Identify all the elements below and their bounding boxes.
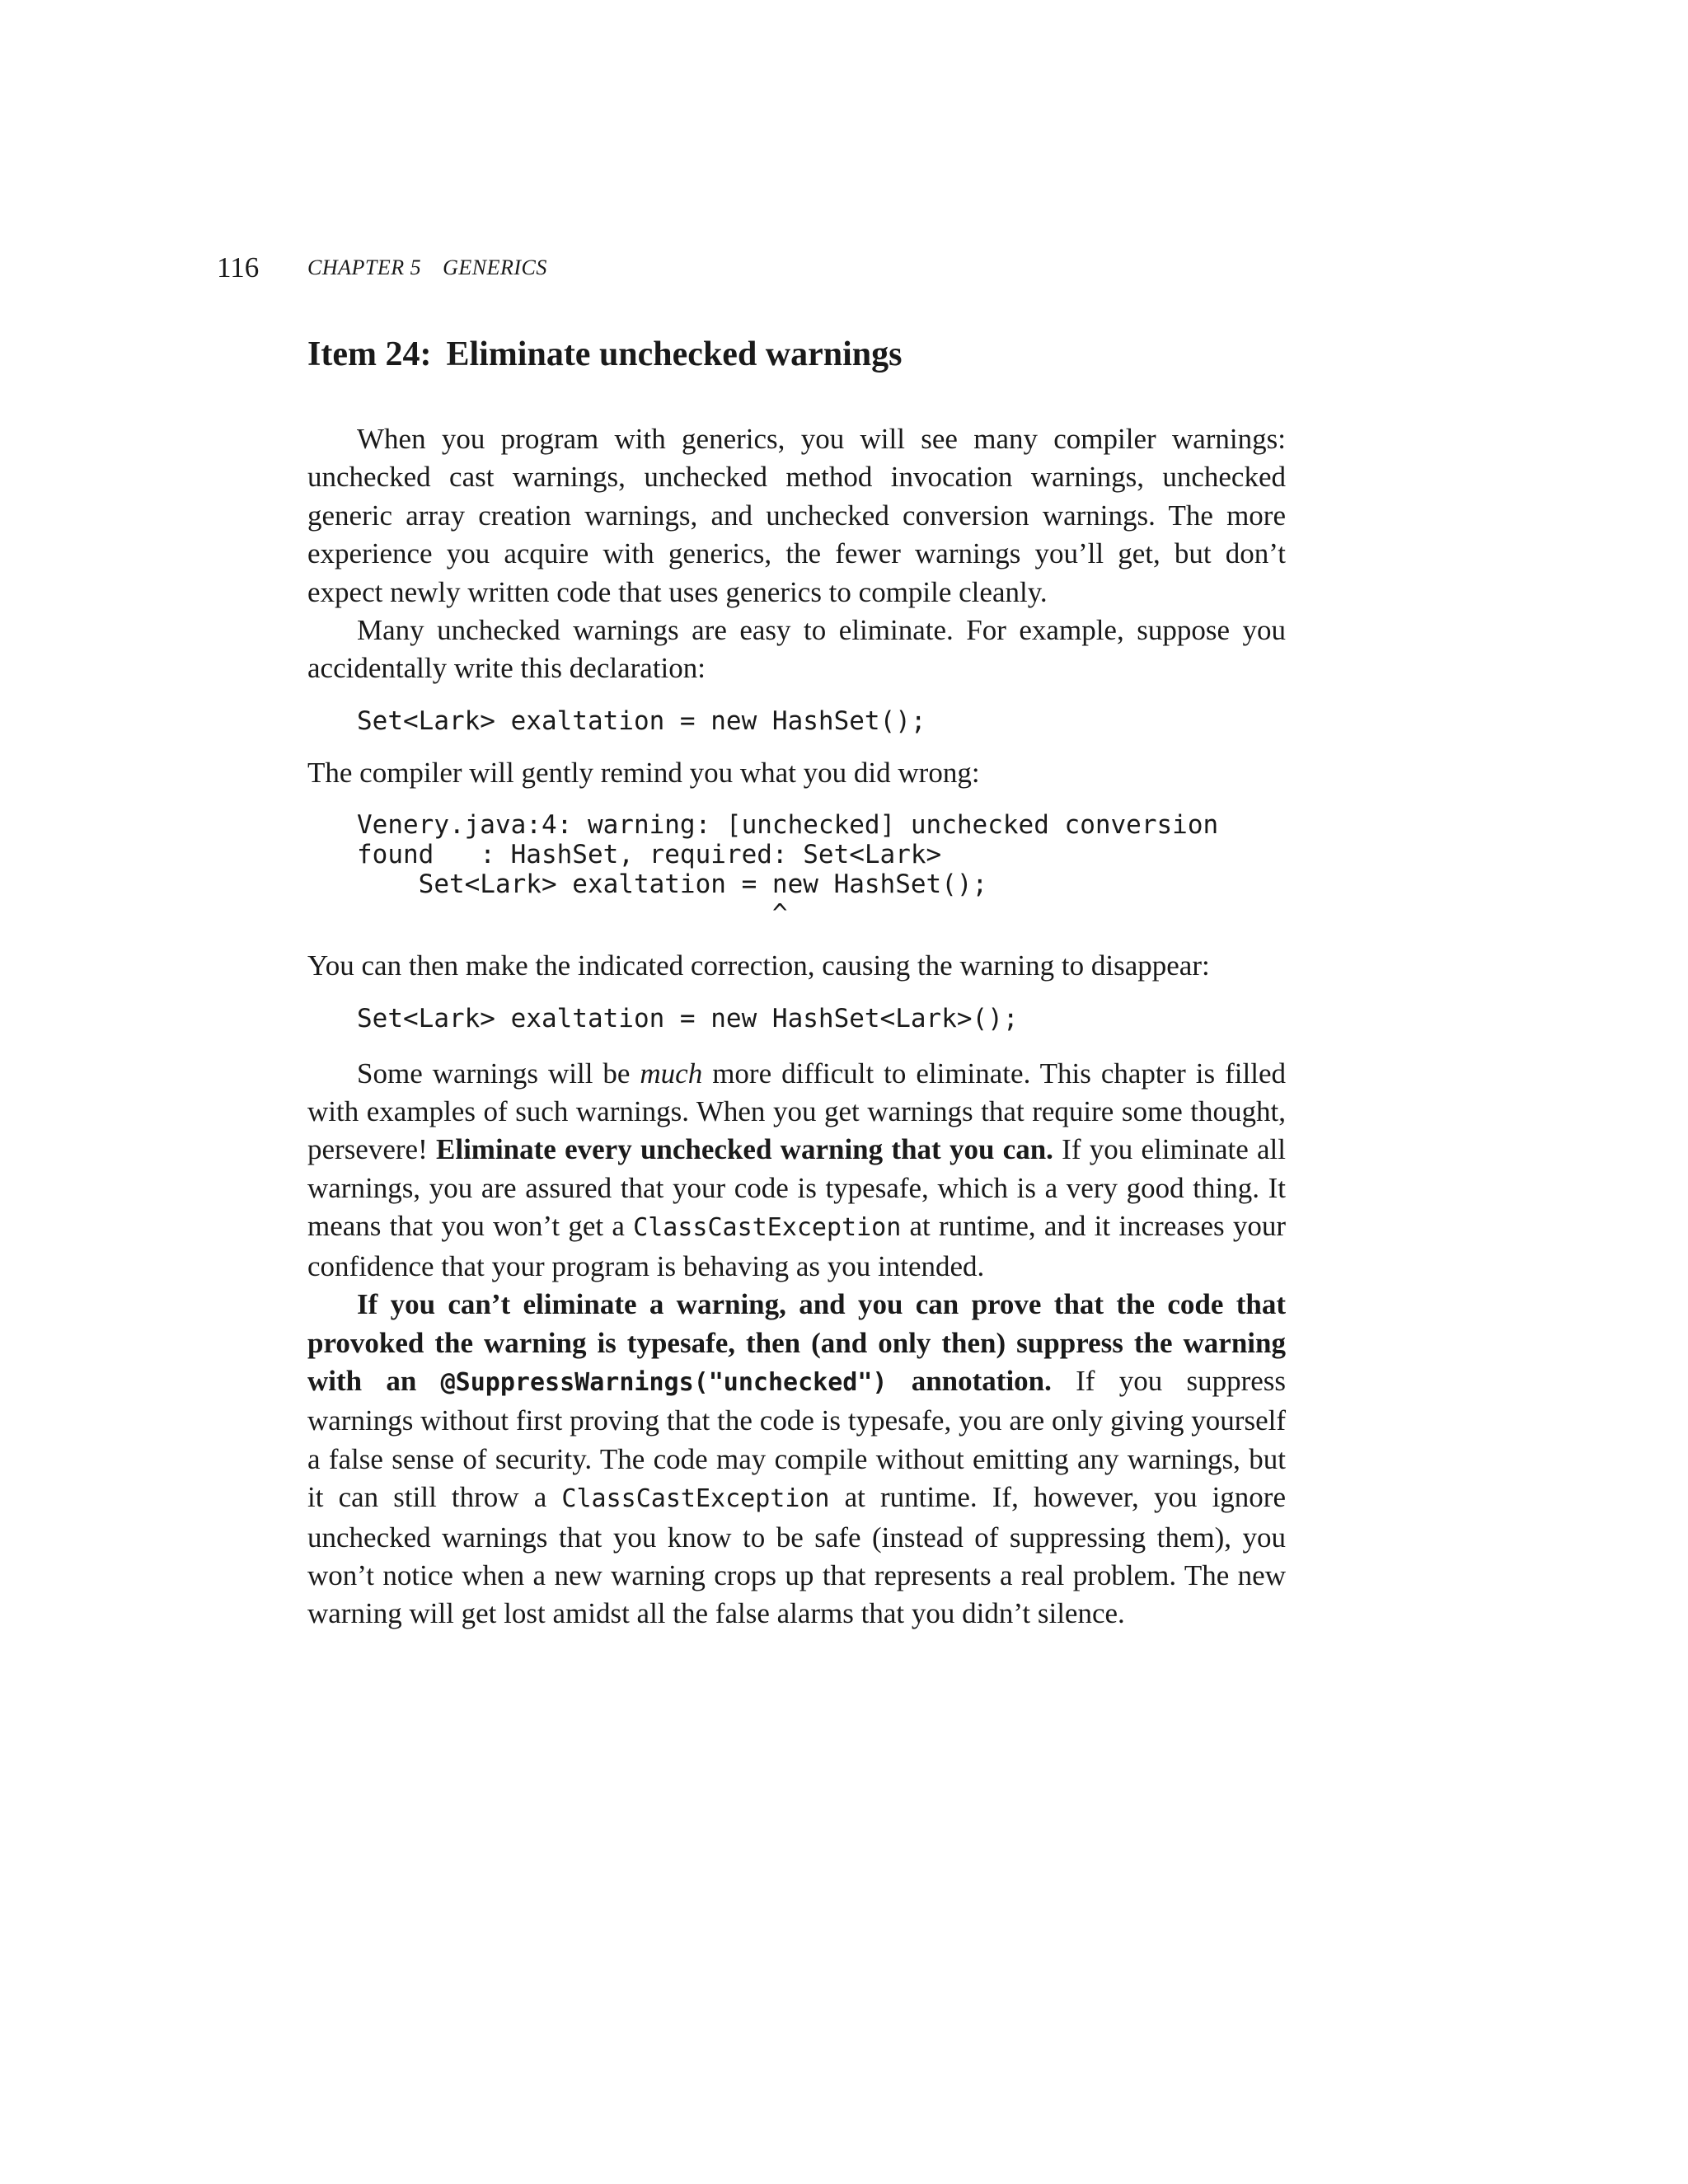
item-heading xyxy=(307,330,1286,379)
chapter-title: GENERICS xyxy=(443,255,547,279)
item-title: Eliminate unchecked warnings xyxy=(446,335,903,373)
paragraph-example: Many unchecked warnings are easy to eliminate. For example, suppose you accidentally write this declaration: xyxy=(307,614,1286,685)
code-compiler-warning: Venery.java:4: warning: [unchecked] unchecked conversion found : HashSet, required: Set<Lark> Set<Lark> exaltation = new HashSet(); ^ xyxy=(357,810,1219,930)
page-content xyxy=(307,330,1286,1633)
text-run: If you eliminate all warnings, you are assured that your code is typesafe, which is a very good thing. It means that you won’t get a xyxy=(307,1133,1286,1243)
page-number: 116 xyxy=(217,251,260,284)
code-corrected-declaration: Set<Lark> exaltation = new HashSet<Lark>(); xyxy=(357,1003,1019,1033)
paragraph-compiler-remind: The compiler will gently remind you what you did wrong: xyxy=(307,756,980,789)
text-run: at runtime. If, however, you ignore unchecked warnings that you know to be safe (instead of suppressing them), you won’t notice when a new warning crops up that represents a real problem. The new warning will get lost amidst all the false alarms that you didn’t silence. xyxy=(307,1481,1286,1630)
chapter-number: CHAPTER 5 xyxy=(307,255,422,279)
text-run: annotation. xyxy=(887,1364,1052,1397)
text-run: Some warnings will be xyxy=(357,1057,640,1090)
paragraph-suppress-warnings xyxy=(307,1286,1286,1633)
inline-code: ClassCastException xyxy=(561,1484,830,1514)
emphasis-text: much xyxy=(640,1057,703,1090)
running-head xyxy=(217,247,1288,288)
bold-rule: Eliminate every unchecked warning that you can. xyxy=(436,1133,1053,1166)
code-declaration: Set<Lark> exaltation = new HashSet(); xyxy=(357,705,926,736)
paragraph-difficult-warnings xyxy=(307,1055,1286,1286)
text-run: more difficult to eliminate. This chapter is filled with examples of such warnings. When you get warnings that require some thought, persevere! xyxy=(307,1057,1286,1166)
chapter-label xyxy=(307,247,547,288)
text-run: If you suppress warnings without first proving that the code is typesafe, you are only giving yourself a false sense of security. The code may compile without emitting any warnings, but it can still throw a xyxy=(307,1364,1286,1514)
paragraph-intro: When you program with generics, you will see many compiler warnings: unchecked cast warnings, unchecked method invocation warnings, unchecked generic array creation warnings, and unchecked conversion warnings. The more experience you acquire with generics, the fewer warnings you’ll get, but don’t expect newly written code that uses generics to compile cleanly. xyxy=(307,423,1286,608)
item-number: Item 24: xyxy=(307,335,432,373)
text-run: at runtime, and it increases your confidence that your program is behaving as you intended. xyxy=(307,1210,1286,1282)
inline-code: ClassCastException xyxy=(633,1213,902,1243)
paragraph-correction: You can then make the indicated correction, causing the warning to disappear: xyxy=(307,949,1210,982)
text-run: If you can’t eliminate a warning, and you can prove that the code that provoked the warning is typesafe, then (and only then) suppress the warning with an xyxy=(307,1288,1286,1397)
inline-code-annotation: @SuppressWarnings("unchecked") xyxy=(440,1367,888,1397)
